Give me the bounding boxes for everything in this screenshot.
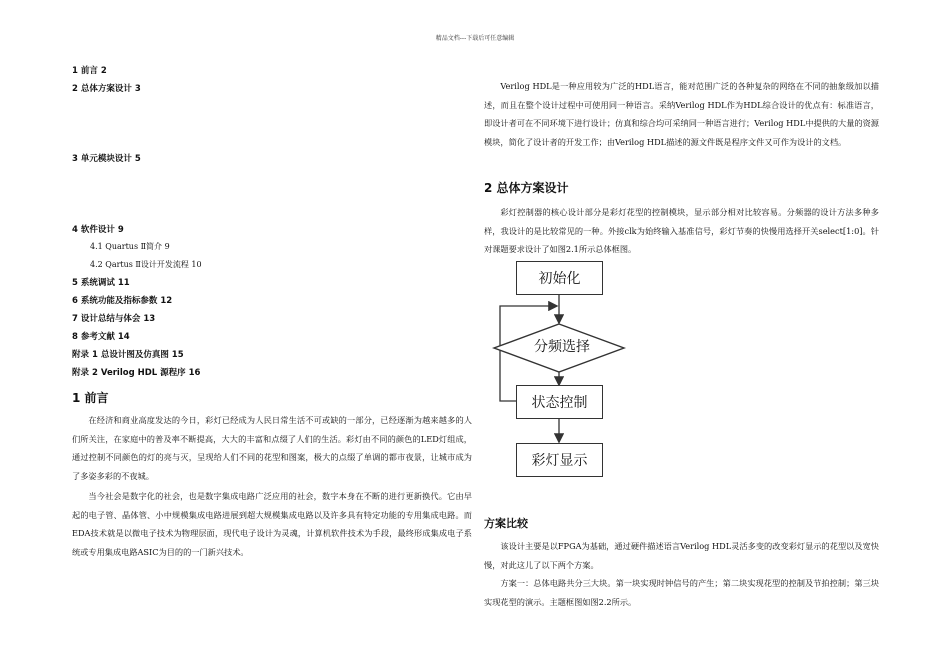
toc-item: 5 系统调试 11 bbox=[72, 278, 130, 288]
toc-item: 6 系统功能及指标参数 12 bbox=[72, 296, 173, 306]
toc-subitem: 4.2 Qartus Ⅱ设计开发流程 10 bbox=[90, 260, 202, 269]
flow-step-light-display: 彩灯显示 bbox=[516, 443, 603, 477]
flow-step-divider-select: 分频选择 bbox=[534, 339, 590, 355]
section-1-paragraph-2: 当今社会是数字化的社会，也是数字集成电路广泛应用的社会，数字本身在不断的进行更新换代。它由早起的电子管、晶体管、小中规模集成电路进展到超大规模集成电路以及许多具有特定功能的专用集成电路。而EDA技术就是以微电子技术为物理层面，现代电子设计为灵魂，计算机软件技术为手段，最终形成集成电子系统或专用集成电路ASIC为目的的一门新兴技术。 bbox=[72, 491, 472, 557]
toc-item: 2 总体方案设计 3 bbox=[72, 84, 141, 94]
design-paragraph: 彩灯控制器的核心设计部分是彩灯花型的控制模块，显示部分相对比较容易。分频器的设计方法多种多样，我设计的是比较常见的一种。外接clk为始终输入基准信号，彩灯节奏的快慢用选择开关select[1:0]。针对课题要求设计了如图2.1所示总体框图。 bbox=[484, 207, 879, 254]
section-1-title: 1 前言 bbox=[72, 391, 109, 405]
verilog-paragraph: Verilog HDL是一种应用较为广泛的HDL语言，能对范围广泛的各种复杂的网络在不同的抽象级加以描述，而且在整个设计过程中可使用同一种语言。采纳Verilog HDL作为HDL综合设计的优点有：标准语言，即设计者可在不同环境下进行设计；仿真和综合均可采纳同一种语言进行；Verilog HDL中提供的大量的资源模块，简化了设计者的开发工作；由Verilog HDL描述的源文件既是程序文件又可作为设计的文档。 bbox=[484, 81, 879, 147]
section-1-paragraph-1: 在经济和商业高度发达的今日，彩灯已经成为人民日常生活不可或缺的一部分，已经逐渐为越来越多的人们所关注，在家庭中的普及率不断提高，大大的丰富和点缀了人们的生活。彩灯由不同的颜色的LED灯组成，通过控制不同颜色的灯的亮与灭，呈现给人们不同的花型和图案，极大的点缀了单调的都市夜景，让城市成为了多姿多彩的不夜城。 bbox=[72, 415, 472, 481]
section-2-title: 2 总体方案设计 bbox=[484, 181, 569, 195]
toc-item: 7 设计总结与体会 13 bbox=[72, 314, 156, 324]
toc-item: 8 参考文献 14 bbox=[72, 332, 130, 342]
toc-item: 附录 2 Verilog HDL 源程序 16 bbox=[72, 368, 201, 378]
toc-item: 附录 1 总设计图及仿真图 15 bbox=[72, 350, 184, 360]
plan-one-paragraph: 方案一：总体电路共分三大块。第一块实现时钟信号的产生；第二块实现花型的控制及节拍控制；第三块实现花型的演示。主题框图如图2.2所示。 bbox=[484, 578, 879, 607]
toc-item: 3 单元模块设计 5 bbox=[72, 154, 141, 164]
scheme-comparison-title: 方案比较 bbox=[484, 517, 528, 530]
flow-step-state-control: 状态控制 bbox=[516, 385, 603, 419]
page-header: 精品文档---下载后可任意编辑 bbox=[435, 35, 515, 42]
toc-subitem: 4.1 Quartus Ⅱ简介 9 bbox=[90, 242, 170, 251]
scheme-paragraph: 该设计主要是以FPGA为基础，通过硬件描述语言Verilog HDL灵活多变的改变彩灯显示的花型以及宽快慢，对此这儿了以下两个方案。 bbox=[484, 541, 879, 570]
flow-step-init: 初始化 bbox=[516, 261, 603, 295]
toc-item: 4 软件设计 9 bbox=[72, 225, 124, 235]
toc-item: 1 前言 2 bbox=[72, 66, 107, 76]
